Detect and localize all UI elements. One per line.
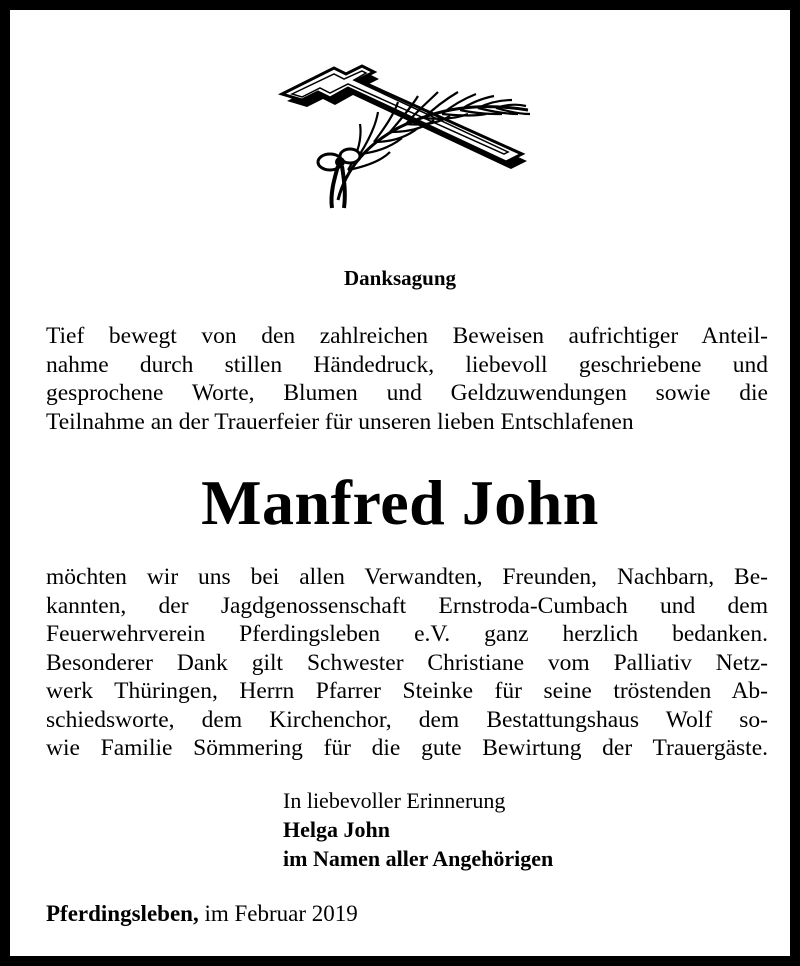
thanks-line: möchten wir uns bei allen Verwandten, Freunden, Nachbarn, Be- bbox=[46, 564, 768, 590]
thanks-line: schiedsworte, dem Kirchenchor, dem Bestattungshaus Wolf so- bbox=[46, 706, 768, 733]
thanks-line: Besonderer Dank gilt Schwester Christiane vom Palliativ Netz- bbox=[46, 649, 768, 676]
intro-line: nahme durch stillen Händedruck, liebevoll geschriebene und bbox=[46, 351, 768, 378]
deceased-name: Manfred John bbox=[201, 467, 599, 538]
intro-line: gesprochene Worte, Blumen und Geldzuwendungen sowie die bbox=[46, 380, 768, 406]
place-date-line bbox=[46, 901, 358, 927]
thanks-paragraph bbox=[46, 563, 768, 763]
signature-block bbox=[283, 786, 553, 873]
signature-closing: In liebevoller Erinnerung bbox=[283, 788, 506, 813]
intro-paragraph bbox=[46, 322, 768, 436]
cross-palm-branch-icon bbox=[278, 58, 540, 213]
intro-line: Tief bewegt von den zahlreichen Beweisen aufrichtiger Anteil- bbox=[46, 323, 768, 349]
signature-name: Helga John bbox=[283, 817, 390, 842]
thanks-line: Feuerwehrverein Pferdingsleben e.V. ganz herzlich bedanken. bbox=[46, 621, 768, 647]
date-text: im Februar 2019 bbox=[204, 901, 358, 926]
heading-danksagung: Danksagung bbox=[343, 266, 457, 290]
place-name: Pferdingsleben, bbox=[46, 901, 199, 926]
thanks-line: wie Familie Sömmering für die gute Bewirtung der Trauergäste. bbox=[46, 735, 768, 761]
signature-behalf: im Namen aller Angehörigen bbox=[283, 846, 554, 871]
intro-line: Teilnahme an der Trauerfeier für unseren lieben Entschlafenen bbox=[46, 408, 634, 435]
thanks-line: kannten, der Jagdgenossenschaft Ernstroda-Cumbach und dem bbox=[46, 592, 768, 619]
thanks-line: werk Thüringen, Herrn Pfarrer Steinke für seine tröstenden Ab- bbox=[46, 678, 768, 704]
